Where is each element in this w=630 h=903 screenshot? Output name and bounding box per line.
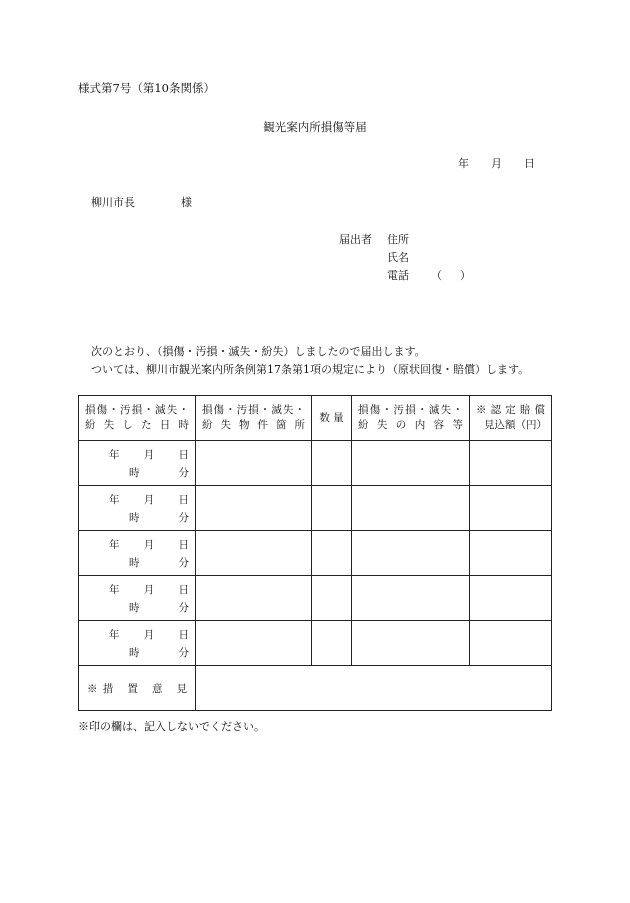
compensation-cell[interactable] [470, 621, 552, 666]
footnote: ※印の欄は、記入しないでください。 [78, 720, 265, 733]
details-cell[interactable] [352, 576, 470, 621]
date-cell[interactable] [79, 441, 196, 486]
compensation-cell[interactable] [470, 576, 552, 621]
date-cell[interactable] [79, 576, 196, 621]
location-cell[interactable] [196, 621, 312, 666]
date-month-label: 月 [491, 157, 502, 170]
table-row [79, 441, 552, 486]
row-day: 日 [178, 449, 189, 461]
header-details-line-2: 紛失の内容等 [358, 419, 463, 431]
compensation-cell[interactable] [470, 441, 552, 486]
row-minute: 分 [178, 512, 189, 524]
header-compensation [470, 396, 552, 441]
opinion-input-cell[interactable] [196, 666, 552, 711]
header-date-line-2: 紛失した日時 [85, 419, 189, 431]
damage-report-table [78, 395, 552, 711]
location-cell[interactable] [196, 576, 312, 621]
header-details-line-1: 損傷・汚損・滅失・ [358, 404, 463, 416]
row-day: 日 [178, 584, 189, 596]
row-month: 月 [143, 584, 179, 596]
row-minute: 分 [178, 557, 189, 569]
quantity-cell[interactable] [312, 621, 352, 666]
phone-label: 電話 [387, 269, 409, 282]
row-hour: 時 [129, 512, 179, 524]
location-cell[interactable] [196, 486, 312, 531]
row-hour: 時 [129, 647, 179, 659]
header-compensation-line-2: 見込額（円） [484, 419, 547, 431]
addressee-name: 柳川市長 [91, 196, 135, 209]
header-location [196, 396, 312, 441]
row-month: 月 [143, 494, 179, 506]
header-location-line-2: 紛失物件箇所 [202, 419, 305, 431]
quantity-cell[interactable] [312, 531, 352, 576]
date-year-label: 年 [458, 157, 469, 170]
location-cell[interactable] [196, 531, 312, 576]
opinion-label-cell [79, 666, 196, 711]
row-year: 年 [109, 629, 144, 641]
table-row [79, 531, 552, 576]
table-header-row [79, 396, 552, 441]
details-cell[interactable] [352, 621, 470, 666]
details-cell[interactable] [352, 441, 470, 486]
address-label: 住所 [387, 233, 409, 246]
phone-open-paren: （ [431, 269, 442, 282]
row-hour: 時 [129, 602, 179, 614]
row-month: 月 [143, 449, 179, 461]
body-line-2: ついては、柳川市観光案内所条例第17条第1項の規定により（原状回復・賠償）します。 [91, 363, 530, 376]
header-quantity-label: 数 量 [319, 411, 344, 424]
notifier-role: 届出者 [339, 233, 372, 246]
date-cell[interactable] [79, 531, 196, 576]
body-line-1: 次のとおり、（損傷・汚損・滅失・紛失）しましたので届出します。 [91, 345, 426, 358]
row-year: 年 [109, 494, 144, 506]
date-line [458, 155, 535, 171]
table-row [79, 486, 552, 531]
opinion-label: ※措 置 意 見 [87, 682, 187, 695]
table-row [79, 576, 552, 621]
header-details [352, 396, 470, 441]
opinion-row [79, 666, 552, 711]
row-day: 日 [178, 494, 189, 506]
phone-close-paren: ） [460, 269, 471, 282]
header-date [79, 396, 196, 441]
date-cell[interactable] [79, 621, 196, 666]
row-minute: 分 [178, 602, 189, 614]
details-cell[interactable] [352, 531, 470, 576]
row-year: 年 [109, 449, 144, 461]
header-quantity [312, 396, 352, 441]
row-month: 月 [143, 629, 179, 641]
addressee-honorific: 様 [181, 196, 192, 209]
quantity-cell[interactable] [312, 441, 352, 486]
table-row [79, 621, 552, 666]
row-month: 月 [143, 539, 179, 551]
row-day: 日 [178, 629, 189, 641]
header-date-line-1: 損傷・汚損・滅失・ [85, 404, 189, 416]
compensation-cell[interactable] [470, 486, 552, 531]
header-location-line-1: 損傷・汚損・滅失・ [202, 404, 305, 416]
date-cell[interactable] [79, 486, 196, 531]
row-hour: 時 [129, 467, 179, 479]
row-year: 年 [109, 539, 144, 551]
name-label: 氏名 [387, 251, 409, 264]
quantity-cell[interactable] [312, 576, 352, 621]
row-year: 年 [109, 584, 144, 596]
quantity-cell[interactable] [312, 486, 352, 531]
row-hour: 時 [129, 557, 179, 569]
form-number: 様式第7号（第10条関係） [78, 81, 215, 95]
row-minute: 分 [178, 467, 189, 479]
details-cell[interactable] [352, 486, 470, 531]
addressee [91, 194, 192, 210]
row-minute: 分 [178, 647, 189, 659]
header-compensation-line-1: ※認定賠償 [476, 404, 545, 416]
row-day: 日 [178, 539, 189, 551]
compensation-cell[interactable] [470, 531, 552, 576]
date-day-label: 日 [524, 157, 535, 170]
document-title: 観光案内所損傷等届 [263, 120, 367, 134]
notifier-block [339, 231, 471, 285]
location-cell[interactable] [196, 441, 312, 486]
